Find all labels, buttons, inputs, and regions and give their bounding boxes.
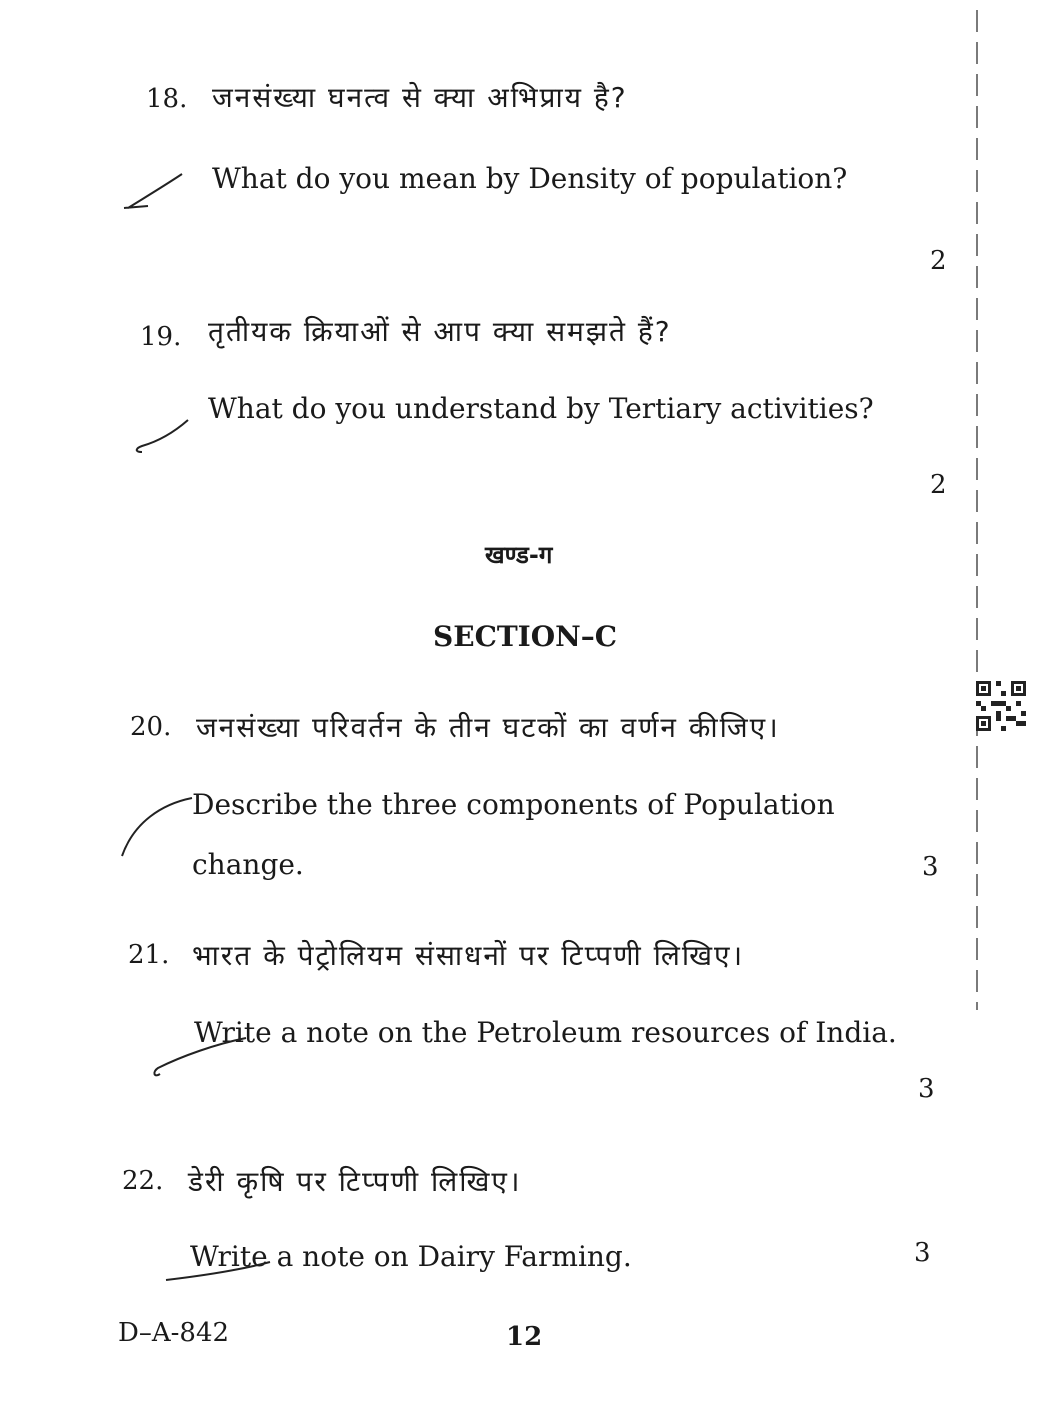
- question-18-english: What do you mean by Density of population?: [212, 162, 848, 195]
- question-20-english-line1: Describe the three components of Population: [192, 788, 835, 821]
- question-19-marks: 2: [930, 470, 947, 500]
- question-18-number: 18.: [146, 84, 188, 114]
- section-heading-english: SECTION–C: [433, 620, 618, 653]
- section-heading-hindi: खण्ड-ग: [485, 541, 553, 569]
- handwritten-tick-mark: [128, 414, 198, 460]
- question-19-english: What do you understand by Tertiary activities?: [208, 392, 874, 425]
- question-18-marks: 2: [930, 246, 947, 276]
- paper-code: D–A-842: [118, 1318, 230, 1348]
- question-21-hindi: भारत के पेट्रोलियम संसाधनों पर टिप्पणी लिखिए।: [192, 939, 745, 972]
- question-22-english: Write a note on Dairy Farming.: [190, 1240, 632, 1273]
- question-22-marks: 3: [914, 1238, 931, 1268]
- question-21-marks: 3: [918, 1074, 935, 1104]
- question-22-hindi: डेरी कृषि पर टिप्पणी लिखिए।: [188, 1165, 522, 1198]
- question-22-number: 22.: [122, 1166, 164, 1196]
- handwritten-tick-mark: [118, 168, 188, 218]
- question-19-hindi: तृतीयक क्रियाओं से आप क्या समझते हैं?: [208, 315, 672, 348]
- qr-code: [976, 681, 1026, 731]
- question-20-marks: 3: [922, 852, 939, 882]
- question-20-hindi: जनसंख्या परिवर्तन के तीन घटकों का वर्णन कीजिए।: [196, 711, 780, 744]
- handwritten-tick-mark: [112, 788, 202, 868]
- question-21-english: Write a note on the Petroleum resources of India.: [194, 1016, 897, 1049]
- question-21-number: 21.: [128, 940, 170, 970]
- question-19-number: 19.: [140, 322, 182, 352]
- question-18-hindi: जनसंख्या घनत्व से क्या अभिप्राय है?: [212, 81, 628, 114]
- question-20-english-line2: change.: [192, 848, 304, 881]
- margin-rule: [976, 10, 978, 1010]
- question-20-number: 20.: [130, 712, 172, 742]
- handwritten-tick-mark: [146, 1020, 256, 1080]
- page-number: 12: [506, 1322, 543, 1352]
- handwritten-tick-mark: [160, 1250, 280, 1290]
